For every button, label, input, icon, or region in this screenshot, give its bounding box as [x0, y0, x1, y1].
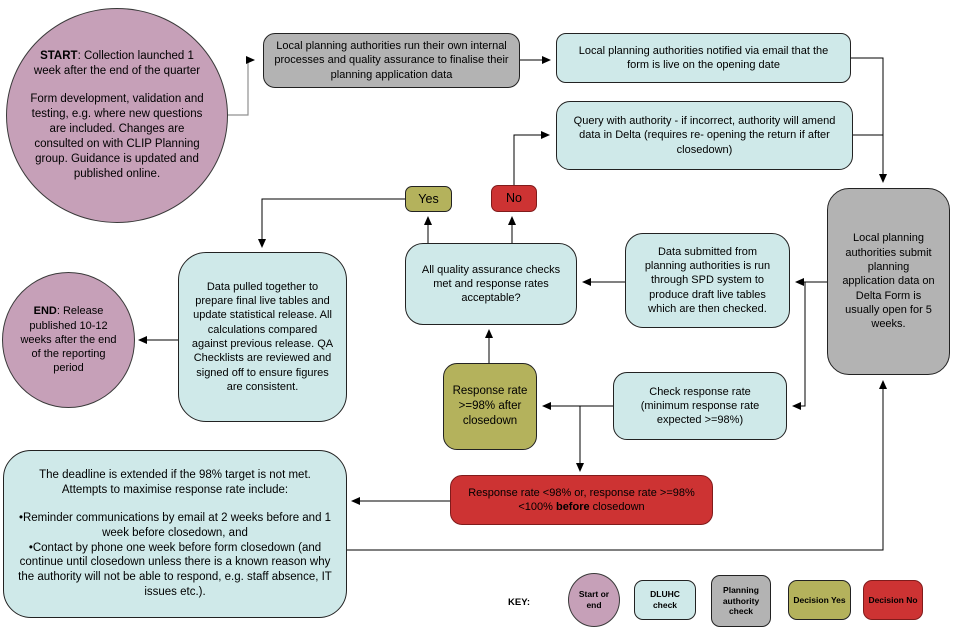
legend-decision-no-text: Decision No: [868, 594, 918, 605]
delta-submit-text: Local planning authorities submit planning application data on Delta Form is usually open for 5 weeks.: [842, 232, 935, 331]
response-ok-node: [443, 363, 537, 450]
legend-start-end-text: Start or end: [578, 589, 610, 610]
authority-process-text: Local planning authorities run their own internal processes and quality assurance to finalise their planning application data: [274, 40, 509, 81]
delta-submit-node: [827, 188, 950, 375]
connector-notified-to-submit: [851, 58, 883, 182]
response-low-bold: before: [555, 501, 590, 513]
connector-start-to-process: [227, 60, 254, 115]
yes-node: [405, 186, 452, 212]
legend-decision-yes-text: Decision Yes: [793, 594, 846, 605]
legend-dluhc-check-text: DLUHC check: [650, 589, 680, 610]
notified-node: [556, 33, 851, 83]
start-subtitle: : Collection launched 1 week after the end of the quarter: [33, 50, 201, 78]
data-submitted-text: Data submitted from planning authorities is run through SPD system to produce draft live tables which are then checked.: [644, 245, 771, 315]
deadline-intro: The deadline is extended if the 98% target is not met. Attempts to maximise response rate include:: [39, 468, 311, 496]
end-body: : Release published 10-12 weeks after the end of the reporting period: [20, 305, 117, 375]
key-label: KEY:: [508, 597, 530, 608]
legend-start-end: [568, 573, 620, 627]
authority-process-node: [263, 33, 520, 88]
query-text: Query with authority - if incorrect, authority will amend data in Delta (requires re- opening the return if after closedown): [573, 115, 836, 156]
response-low-text: Response rate <98% or, response rate >=98% <100%: [468, 486, 695, 513]
no-text: No: [506, 191, 522, 206]
deadline-extension-node: [3, 450, 347, 618]
start-title: START: [40, 50, 78, 63]
end-title: END: [33, 305, 57, 318]
legend-planning-check: [711, 575, 771, 627]
qa-decision-node: [405, 243, 577, 325]
data-submitted-node: [625, 233, 790, 328]
no-node: [491, 185, 537, 212]
connector-yes-to-datapulled: [262, 199, 405, 247]
legend-decision-no: [863, 580, 923, 620]
data-pulled-text: Data pulled together to prepare final live tables and update statistical release. All calculations compared against previous release. QA Checklists are reviewed and signed off to ensure figures are consistent.: [191, 280, 334, 393]
qa-decision-text: All quality assurance checks met and response rates acceptable?: [421, 263, 561, 305]
yes-text: Yes: [418, 191, 439, 206]
legend-decision-yes: [788, 580, 851, 620]
start-body: Form development, validation and testing, e.g. where new questions are included. Changes are consulted on with CLIP Planning group. Guidance is updated and published online.: [30, 93, 204, 180]
query-node: [556, 101, 853, 170]
deadline-bullet2: •Contact by phone one week before form closedown (and continue until closedown unless there is a known reason why the authority will not be able to respond, e.g. staff absence, IT issues etc.).: [18, 541, 332, 599]
end-node: [2, 272, 135, 408]
check-rate-text: Check response rate (minimum response rate expected >=98%): [640, 385, 760, 427]
legend-planning-check-text: Planning authority check: [722, 585, 760, 617]
response-ok-text: Response rate >=98% after closedown: [452, 385, 528, 427]
notified-text: Local planning authorities notified via email that the form is live on the opening date: [578, 44, 829, 71]
response-low-post: closedown: [589, 501, 645, 513]
start-node: [6, 8, 228, 223]
response-low-node: [450, 475, 713, 525]
deadline-bullet1: •Reminder communications by email at 2 weeks before and 1 week before closedown, and: [18, 511, 332, 539]
data-pulled-node: [178, 252, 347, 422]
legend-dluhc-check: [634, 580, 696, 620]
connector-submit-to-checkrate: [793, 282, 805, 406]
connector-no-to-query: [514, 135, 549, 185]
check-rate-node: [613, 372, 787, 440]
